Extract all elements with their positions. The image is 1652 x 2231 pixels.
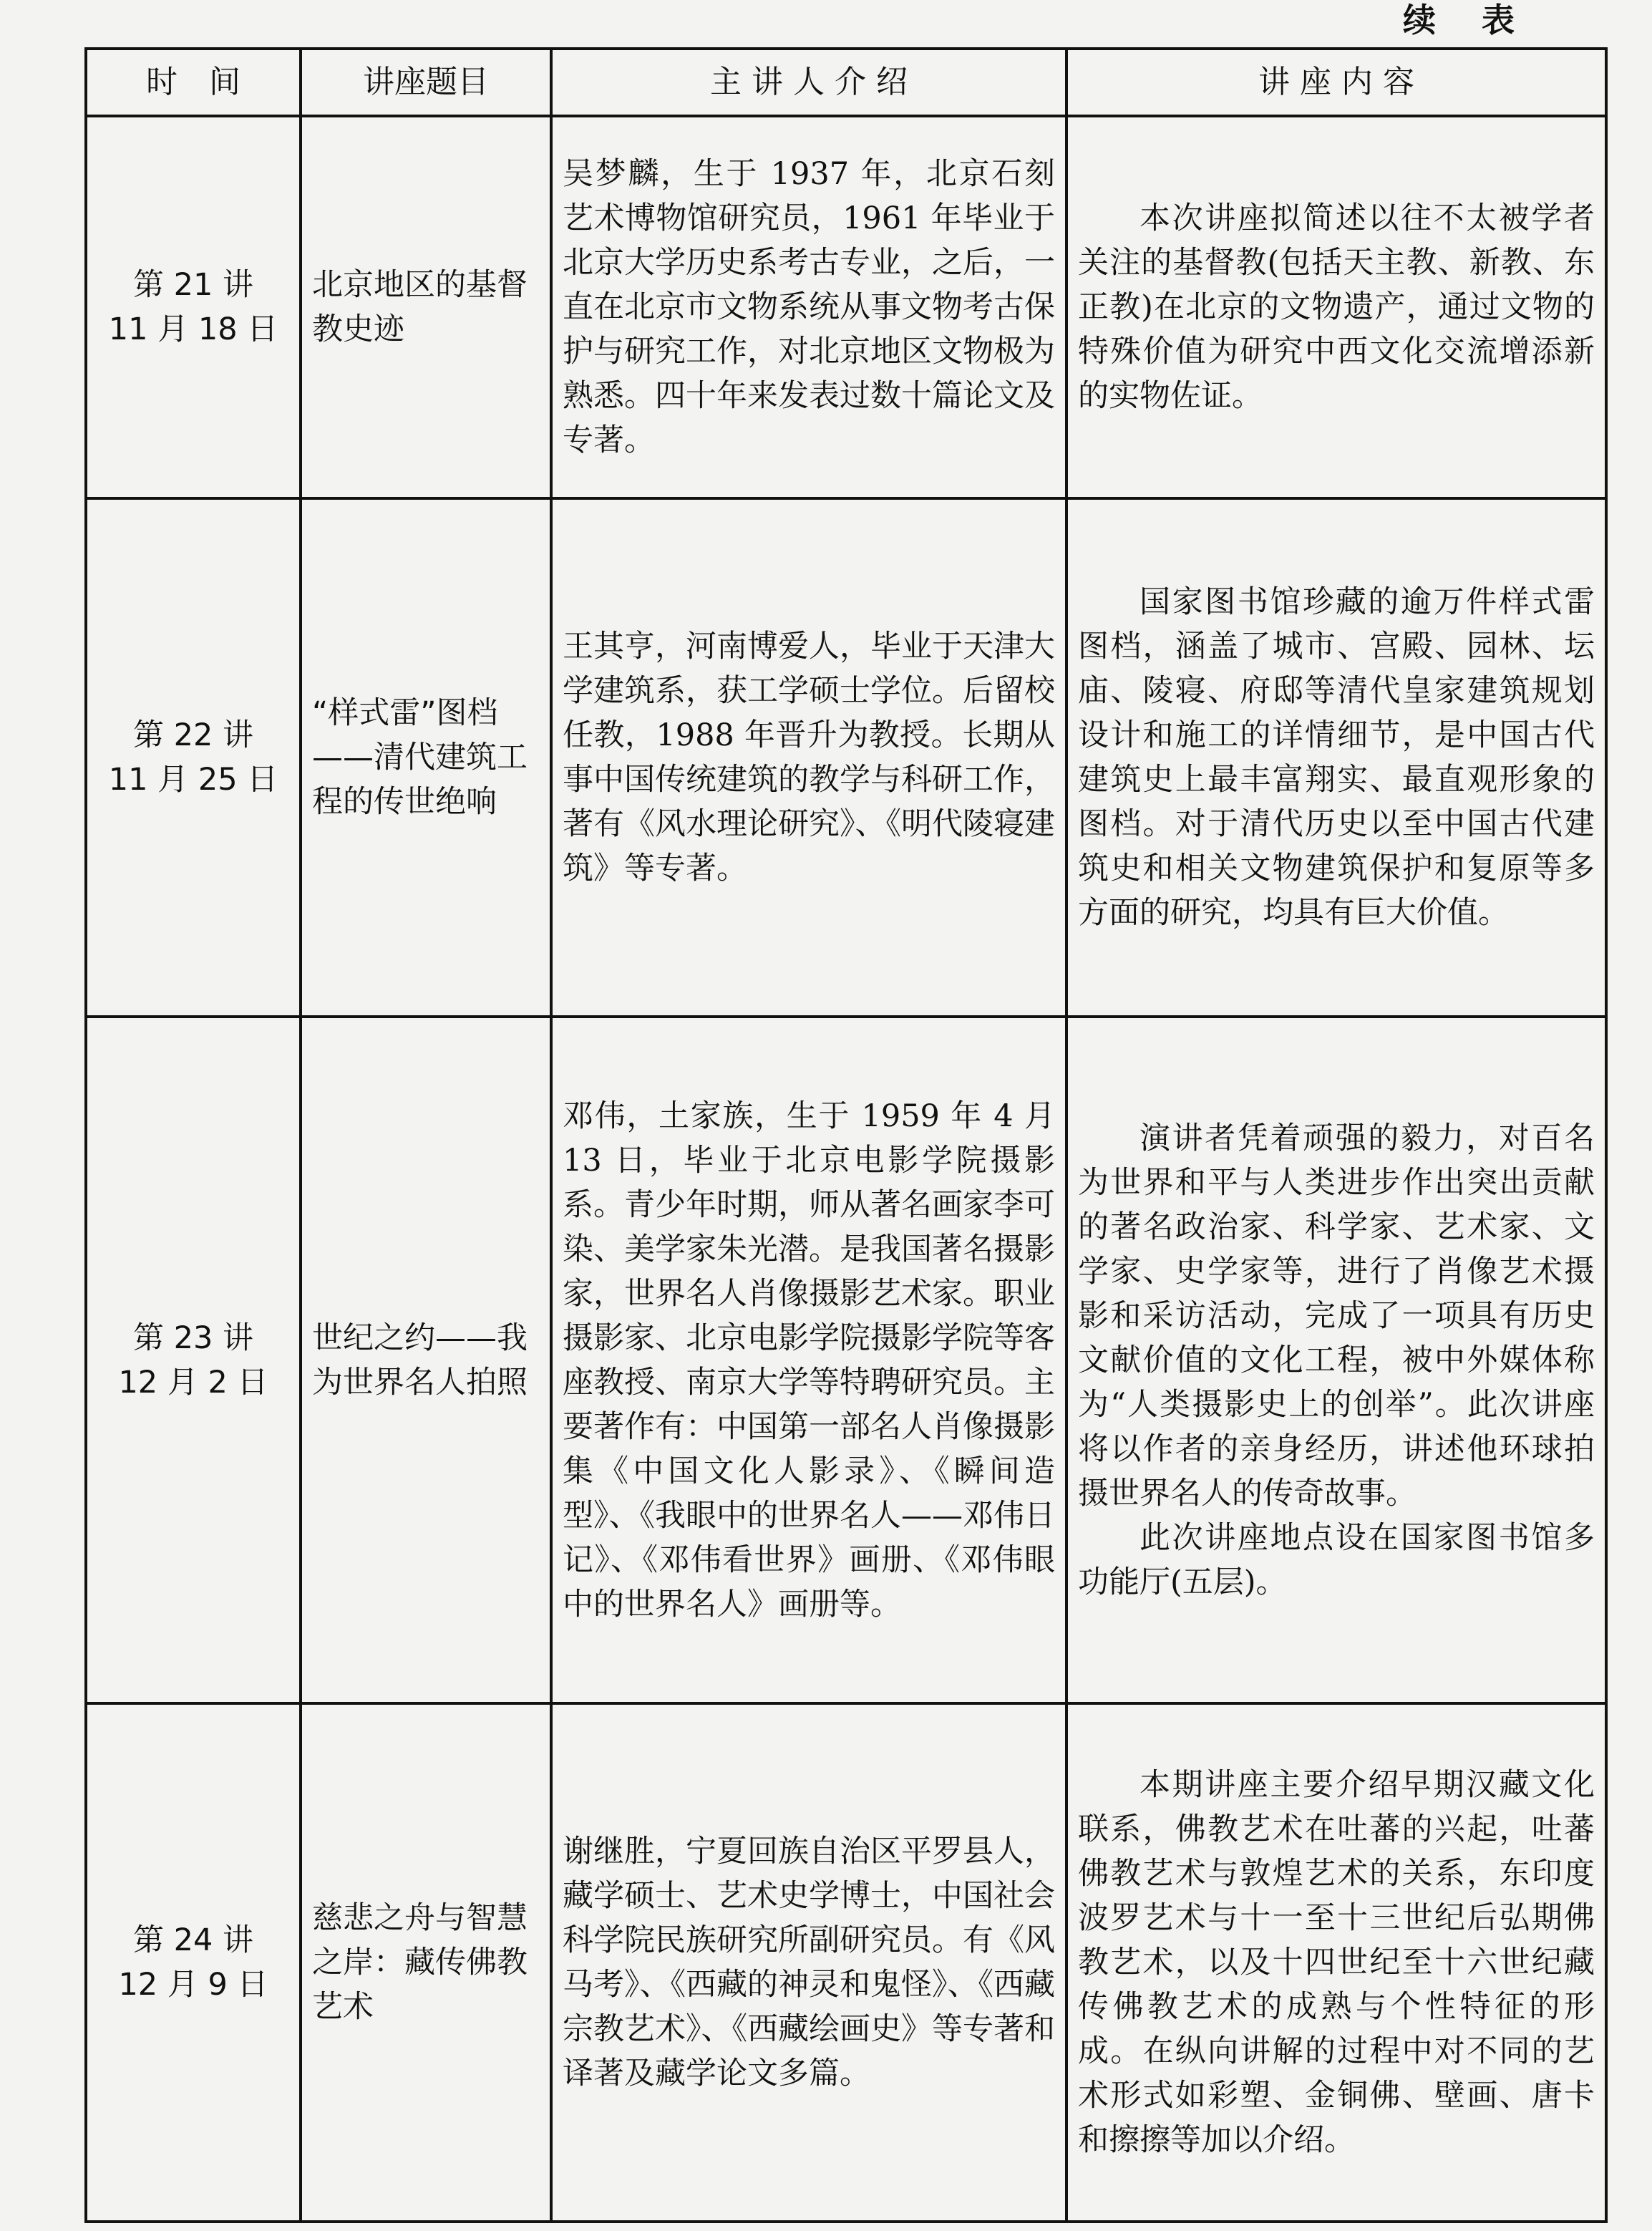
lecture-schedule-table (84, 47, 1608, 2223)
header-time: 时 间 (86, 49, 301, 116)
lecture-time-cell (86, 116, 301, 498)
lecture-time-cell (86, 1017, 301, 1703)
header-title: 讲座题目 (301, 49, 551, 116)
speaker-bio: 谢继胜，宁夏回族自治区平罗县人，藏学硕士、艺术史学博士，中国社会科学院民族研究所副研究员。有《风马考》、《西藏的神灵和鬼怪》、《西藏宗教艺术》、《西藏绘画史》等专著和译著及藏学论文多篇。 (551, 1703, 1066, 2222)
lecture-title: 世纪之约——我为世界名人拍照 (301, 1017, 551, 1703)
lecture-content-cell (1066, 1703, 1606, 2222)
table-row (86, 1017, 1606, 1703)
continued-table-label: 续 表 (1403, 1, 1532, 39)
lecture-date: 11 月 18 日 (108, 311, 278, 347)
lecture-number: 第 23 讲 (132, 1320, 254, 1356)
lecture-time-cell (86, 498, 301, 1017)
table-header-row (86, 49, 1606, 116)
table-row (86, 1703, 1606, 2222)
lecture-date: 12 月 9 日 (118, 1967, 268, 2003)
lecture-content-paragraph: 国家图书馆珍藏的逾万件样式雷图档，涵盖了城市、宫殿、园林、坛庙、陵寝、府邸等清代皇家建筑规划设计和施工的详情细节，是中国古代建筑史上最丰富翔实、最直观形象的图档。对于清代历史以至中国古代建筑史和相关文物建筑保护和复原等多方面的研究，均具有巨大价值。 (1078, 584, 1595, 931)
lecture-number: 第 24 讲 (132, 1922, 254, 1958)
speaker-bio: 吴梦麟，生于 1937 年，北京石刻艺术博物馆研究员，1961 年毕业于北京大学历史系考古专业，之后，一直在北京市文物系统从事文物考古保护与研究工作，对北京地区文物极为熟悉。四十年来发表过数十篇论文及专著。 (551, 116, 1066, 498)
lecture-number: 第 21 讲 (132, 267, 254, 303)
lecture-title: “样式雷”图档——清代建筑工程的传世绝响 (301, 498, 551, 1017)
lecture-content-cell (1066, 498, 1606, 1017)
table-row (86, 116, 1606, 498)
table-row (86, 498, 1606, 1017)
lecture-number: 第 22 讲 (132, 717, 254, 753)
lecture-content-paragraph: 本期讲座主要介绍早期汉藏文化联系，佛教艺术在吐蕃的兴起，吐蕃佛教艺术与敦煌艺术的关系，东印度波罗艺术与十一至十三世纪后弘期佛教艺术，以及十四世纪至十六世纪藏传佛教艺术的成熟与个性特征的形成。在纵向讲解的过程中对不同的艺术形式如彩塑、金铜佛、壁画、唐卡和擦擦等加以介绍。 (1078, 1767, 1595, 2158)
lecture-title: 慈悲之舟与智慧之岸：藏传佛教艺术 (301, 1703, 551, 2222)
lecture-date: 11 月 25 日 (108, 762, 278, 798)
lecture-content-paragraph: 演讲者凭着顽强的毅力，对百名为世界和平与人类进步作出突出贡献的著名政治家、科学家、艺术家、文学家、史学家等，进行了肖像艺术摄影和采访活动，完成了一项具有历史文献价值的文化工程，被中外媒体称为“人类摄影史上的创举”。此次讲座将以作者的亲身经历，讲述他环球拍摄世界名人的传奇故事。 (1078, 1120, 1595, 1511)
lecture-title: 北京地区的基督教史迹 (301, 116, 551, 498)
lecture-content-cell (1066, 1017, 1606, 1703)
lecture-content-paragraph: 本次讲座拟简述以往不太被学者关注的基督教(包括天主教、新教、东正教)在北京的文物遗产，通过文物的特殊价值为研究中西文化交流增添新的实物佐证。 (1078, 200, 1595, 414)
speaker-bio: 邓伟，土家族，生于 1959 年 4 月 13 日，毕业于北京电影学院摄影系。青少年时期，师从著名画家李可染、美学家朱光潜。是我国著名摄影家，世界名人肖像摄影艺术家。职业摄影家、北京电影学院摄影学院等客座教授、南京大学等特聘研究员。主要著作有：中国第一部名人肖像摄影集《中国文化人影录》、《瞬间造型》、《我眼中的世界名人——邓伟日记》、《邓伟看世界》画册、《邓伟眼中的世界名人》画册等。 (551, 1017, 1066, 1703)
speaker-bio: 王其亨，河南博爱人，毕业于天津大学建筑系，获工学硕士学位。后留校任教，1988 年晋升为教授。长期从事中国传统建筑的教学与科研工作，著有《风水理论研究》、《明代陵寝建筑》等专著。 (551, 498, 1066, 1017)
lecture-time-cell (86, 1703, 301, 2222)
lecture-content-paragraph: 此次讲座地点设在国家图书馆多功能厅(五层)。 (1078, 1519, 1595, 1600)
lecture-date: 12 月 2 日 (118, 1364, 268, 1400)
header-speaker-bio: 主 讲 人 介 绍 (551, 49, 1066, 116)
header-lecture-content: 讲 座 内 容 (1066, 49, 1606, 116)
lecture-content-cell (1066, 116, 1606, 498)
